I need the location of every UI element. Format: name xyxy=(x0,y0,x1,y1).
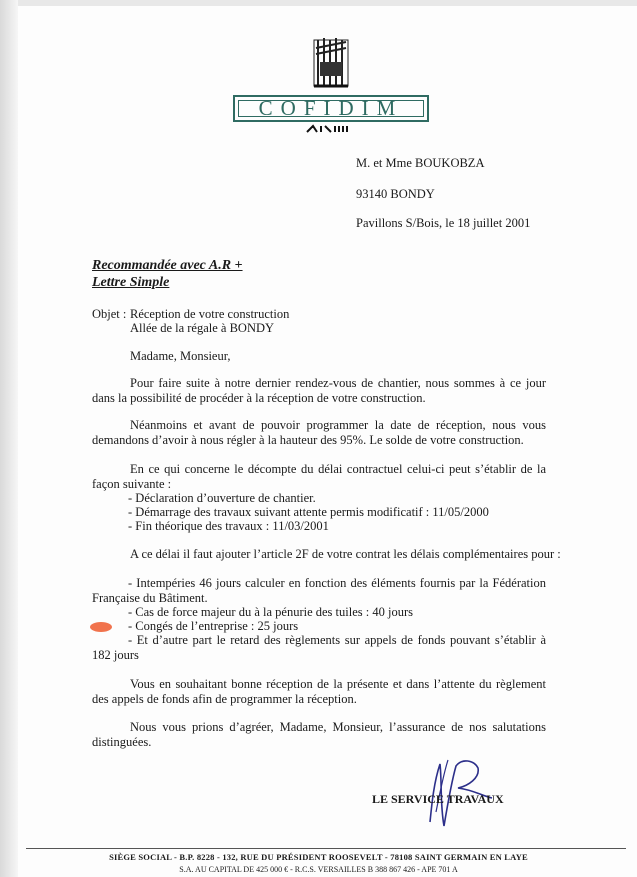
object-line-2: Allée de la régale à BONDY xyxy=(130,321,275,335)
logo-box xyxy=(233,95,429,122)
building-emblem-icon xyxy=(310,34,352,90)
footer-address: SIÈGE SOCIAL - B.P. 8228 - 132, RUE DU PRÉSIDENT ROOSEVELT - 78108 SAINT GERMAIN EN LAYE xyxy=(109,852,528,862)
paragraph-4: A ce délai il faut ajouter l’article 2F de votre contrat les délais complémentaires pour : xyxy=(130,547,561,561)
footer-legal: S.A. AU CAPITAL DE 425 000 € - R.C.S. VERSAILLES B 388 867 426 - APE 701 A xyxy=(179,865,458,874)
service-signature-label: LE SERVICE TRAVAUX xyxy=(372,792,504,806)
logo-flourish-icon xyxy=(305,124,353,134)
paragraph-5: Vous en souhaitant bonne réception de la présente et dans l’attente du règlement des appels de fonds afin de programmer la réception. xyxy=(92,677,546,706)
recipient-name: M. et Mme BOUKOBZA xyxy=(356,156,485,170)
object-label: Objet : xyxy=(92,307,127,321)
delivery-mode-1: Recommandée avec A.R + xyxy=(92,258,243,273)
paragraph-1: Pour faire suite à notre dernier rendez-vous de chantier, nous sommes à ce jour dans la possibilité de procéder à la réception de votre construction. xyxy=(92,376,546,405)
list-item: - Fin théorique des travaux : 11/03/2001 xyxy=(128,519,329,533)
list-item: - Intempéries 46 jours calculer en fonction des éléments fournis par la Fédération Française du Bâtiment. xyxy=(92,576,546,605)
list-item: - Déclaration d’ouverture de chantier. xyxy=(128,491,316,505)
scan-edge-top xyxy=(0,0,637,6)
paragraph-6: Nous vous prions d’agréer, Madame, Monsieur, l’assurance de nos salutations distinguées. xyxy=(92,720,546,749)
list-item: - Et d’autre part le retard des règlements sur appels de fonds pouvant s’établir à 182 jours xyxy=(92,633,546,662)
place-date: Pavillons S/Bois, le 18 juillet 2001 xyxy=(356,216,531,230)
greeting: Madame, Monsieur, xyxy=(130,349,231,363)
paragraph-3: En ce qui concerne le décompte du délai contractuel celui-ci peut s’établir de la façon suivante : xyxy=(92,462,546,491)
list-item: - Démarrage des travaux suivant attente permis modificatif : 11/05/2000 xyxy=(128,505,489,519)
object-line-1: Réception de votre construction xyxy=(130,307,290,321)
footer-rule xyxy=(26,848,626,849)
highlighter-mark xyxy=(90,622,112,632)
recipient-city: 93140 BONDY xyxy=(356,187,435,201)
paragraph-2: Néanmoins et avant de pouvoir programmer la date de réception, nous vous demandons d’avoir à nous régler à la hauteur des 95%. Le solde de votre construction. xyxy=(92,418,546,447)
company-logo-text: COFIDIM xyxy=(258,96,404,120)
list-item: - Congés de l’entreprise : 25 jours xyxy=(128,619,299,633)
scan-edge-left xyxy=(0,0,18,877)
list-item: - Cas de force majeur du à la pénurie des tuiles : 40 jours xyxy=(128,605,413,619)
delivery-mode-2: Lettre Simple xyxy=(92,275,170,290)
